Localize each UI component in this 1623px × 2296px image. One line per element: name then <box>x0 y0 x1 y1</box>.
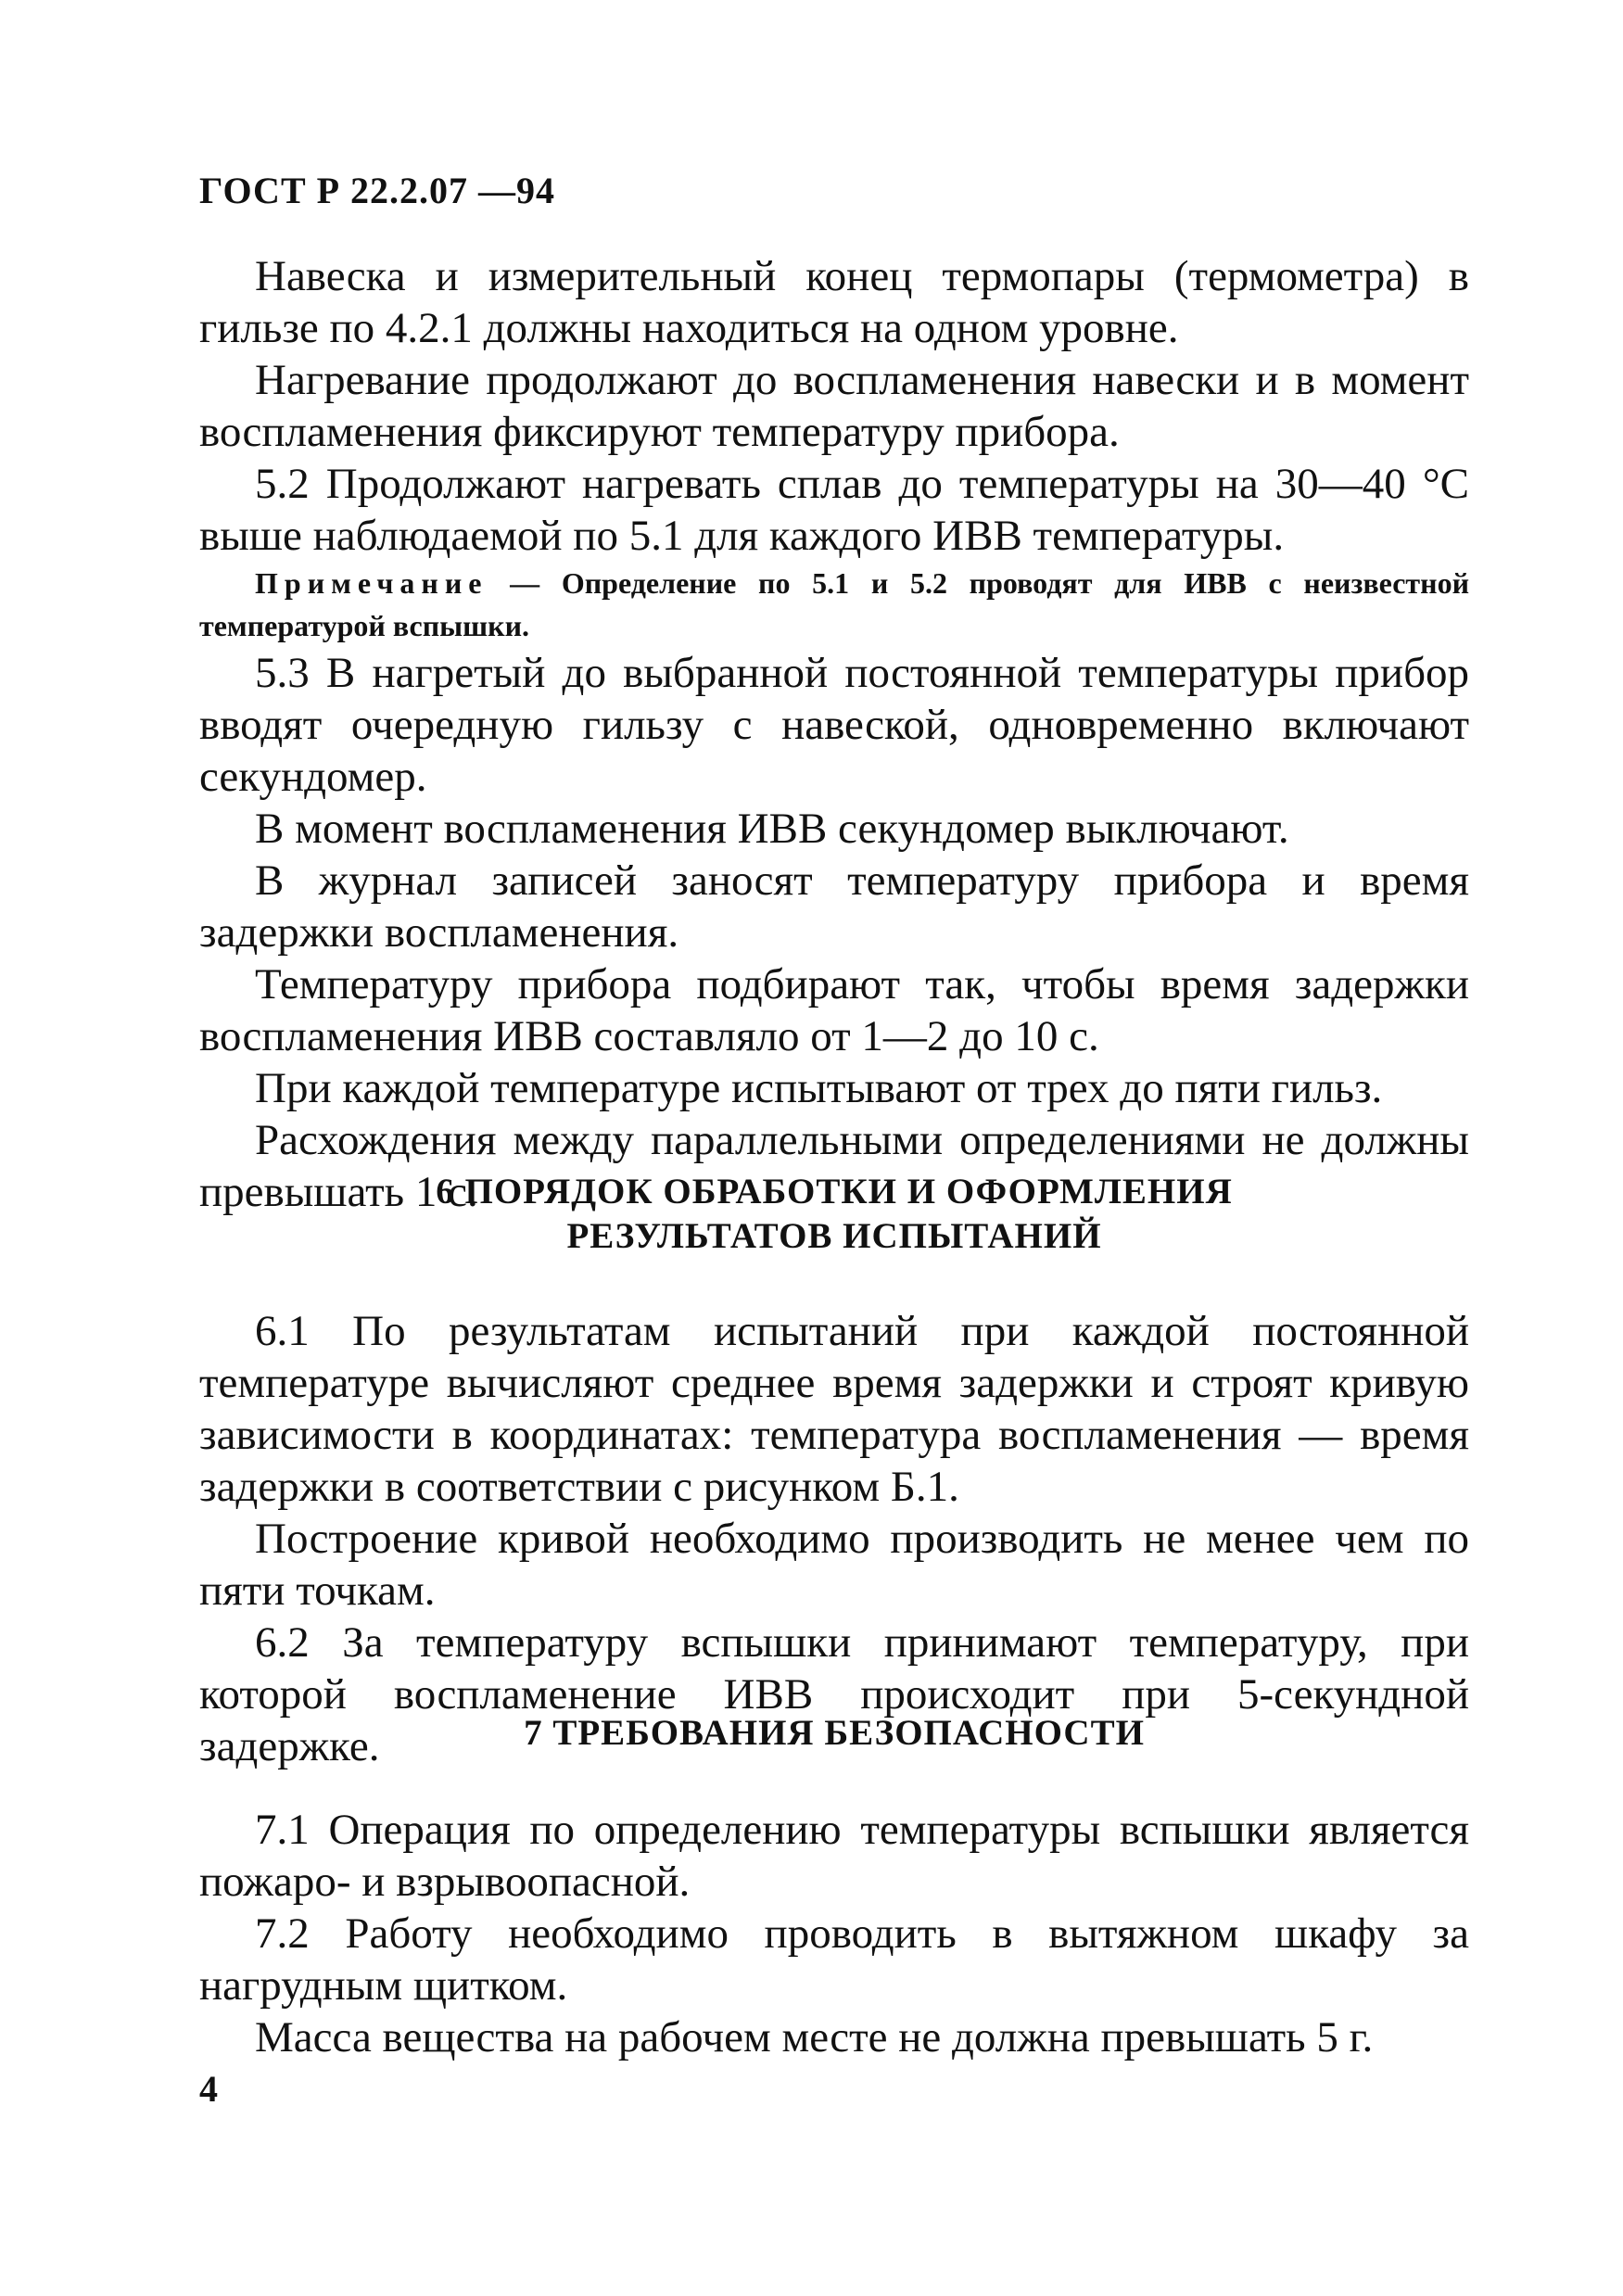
paragraph: Расхождения между параллельными определениями не должны превышать 1 с. <box>199 1116 1469 1216</box>
paragraph: Масса вещества на рабочем месте не должна превышать 5 г. <box>255 2013 1374 2061</box>
note-text: — Определение по 5.1 и 5.2 проводят для ИВВ с неизвестной температурой вспышки. <box>199 566 1469 642</box>
section-7-block <box>199 1711 1469 2063</box>
paragraph: 5.2 Продолжают нагревать сплав до температуры на 30—40 °С выше наблюдаемой по 5.1 для каждого ИВВ температуры. <box>199 460 1469 560</box>
paragraph: 6.2 За температуру вспышки принимают температуру, при которой воспламенение ИВВ происходит при 5-секундной задержке. <box>199 1618 1469 1770</box>
paragraph: Построение кривой необходимо производить не менее чем по пяти точкам. <box>199 1515 1469 1615</box>
paragraph: 7.2 Работу необходимо проводить в вытяжном шкафу за нагрудным щитком. <box>199 1909 1469 2010</box>
paragraph: При каждой температуре испытывают от трех до пяти гильз. <box>255 1064 1383 1112</box>
paragraph: Навеска и измерительный конец термопары (термометра) в гильзе по 4.2.1 должны находиться на одном уровне. <box>199 252 1469 352</box>
note <box>199 562 1469 647</box>
paragraph: Температуру прибора подбирают так, чтобы время задержки воспламенения ИВВ составляло от 1—2 до 10 с. <box>199 960 1469 1060</box>
paragraph: В момент воспламенения ИВВ секундомер выключают. <box>255 805 1289 853</box>
section-6-title-line2: РЕЗУЛЬТАТОВ ИСПЫТАНИЙ <box>566 1216 1102 1256</box>
page-number: 4 <box>199 2068 218 2110</box>
paragraph: В журнал записей заносят температуру прибора и время задержки воспламенения. <box>199 856 1469 957</box>
paragraph: 7.1 Операция по определению температуры вспышки является пожаро- и взрывоопасной. <box>199 1806 1469 1906</box>
section-6-title-line1: 6 ПОРЯДОК ОБРАБОТКИ И ОФОРМЛЕНИЯ <box>436 1172 1233 1211</box>
section-5-block <box>199 250 1469 1218</box>
document-header: ГОСТ Р 22.2.07 —94 <box>199 170 556 211</box>
document-page <box>199 0 1469 2296</box>
section-7-title: 7 ТРЕБОВАНИЯ БЕЗОПАСНОСТИ <box>524 1713 1145 1753</box>
paragraph: Нагревание продолжают до воспламенения навески и в момент воспламенения фиксируют температуру прибора. <box>199 356 1469 456</box>
note-label: Примечание <box>255 566 488 600</box>
paragraph: 5.3 В нагретый до выбранной постоянной температуры прибор вводят очередную гильзу с навеской, одновременно включают секундомер. <box>199 649 1469 801</box>
section-6-block <box>199 1170 1469 1772</box>
paragraph: 6.1 По результатам испытаний при каждой постоянной температуре вычисляют среднее время задержки и строят кривую зависимости в координатах: температура воспламенения — время задержки в соответствии с рисунком Б.1. <box>199 1307 1469 1511</box>
